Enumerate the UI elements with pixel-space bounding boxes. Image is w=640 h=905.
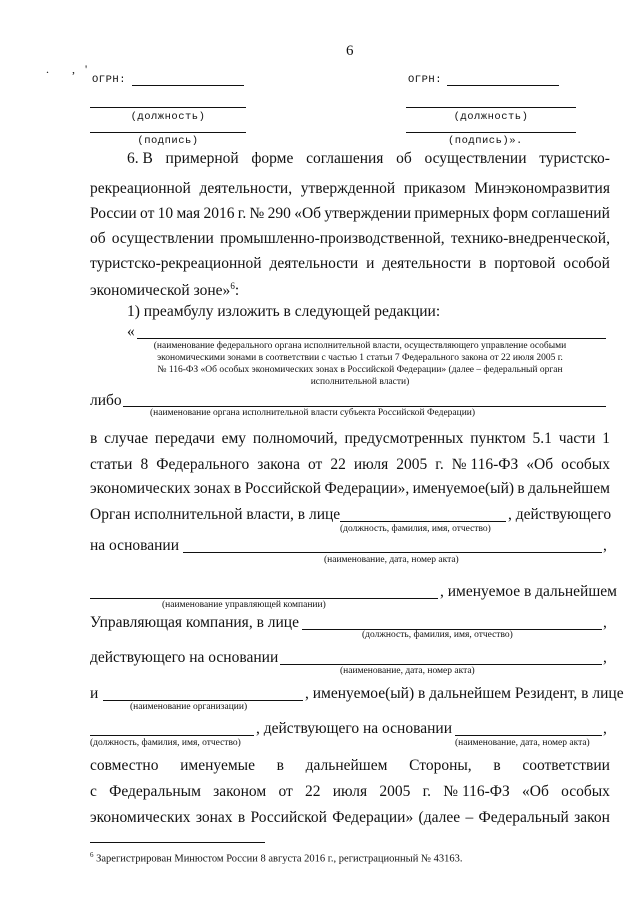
footnote-mark: 6	[90, 851, 94, 859]
footnote-text: Зарегистрирован Минюстом России 8 августа 2016 г., регистрационный № 43163.	[96, 853, 463, 865]
federal-caption-1: (наименование федерального органа исполнительной власти, осуществляющего управление особыми	[153, 341, 567, 351]
regional-organ-line	[123, 406, 606, 407]
mgmt-prefix: Управляющая компания, в лице	[90, 614, 299, 631]
libo-text: либо	[90, 392, 122, 409]
mgmt-caption: (наименование управляющей компании)	[162, 600, 326, 610]
act-caption-2: (наименование, дата, номер акта)	[340, 666, 475, 676]
body-line3: экономических зонах в Российской Федерации», именуемое(ый) в дальнейшем	[90, 480, 610, 497]
signature-left-line	[90, 132, 246, 133]
organ-prefix: Орган исполнительной власти, в лице	[90, 506, 341, 523]
position-right-caption: (должность)	[453, 111, 529, 123]
federal-caption-4: исполнительной власти)	[310, 377, 410, 387]
resident-line	[103, 700, 303, 701]
position-right-line	[406, 107, 576, 108]
basis-prefix: на основании	[90, 537, 179, 554]
para6-line1: 6. В примерной форме соглашения об осуществлении туристско-	[127, 150, 610, 167]
para6-line5: туристско-рекреационной деятельности и деятельности в портовой особой	[90, 255, 610, 272]
acting-prefix: действующего на основании	[90, 649, 279, 666]
para6-line4: об осуществлении промышленно-производственной, технико-внедренческой,	[90, 230, 610, 247]
position-left-caption: (должность)	[130, 111, 206, 123]
quote-open: «	[127, 323, 135, 340]
regional-caption: (наименование органа исполнительной власти субъекта Российской Федерации)	[150, 408, 476, 418]
resident-person-line	[90, 735, 254, 736]
ogrn-left-line	[132, 85, 244, 86]
federal-caption-2: экономическими зонами в соответствии с частью 1 статьи 7 Федерального закона от 22 июля 2005 г.	[157, 353, 563, 363]
resident-suffix: , именуемое(ый) в дальнейшем Резидент, в лице	[305, 685, 624, 702]
body-line5: с Федеральным законом от 22 июля 2005 г. № 116-ФЗ «Об особых	[90, 783, 610, 800]
signature-right-caption: (подпись)».	[448, 135, 523, 147]
item1-text: 1) преамбулу изложить в следующей редакции:	[127, 303, 441, 320]
person-caption-3: (должность, фамилия, имя, отчество)	[90, 738, 241, 748]
federal-caption-3: № 116-ФЗ «Об особых экономических зонах в Российской Федерации» (далее – федеральный орган	[157, 365, 563, 375]
org-caption: (наименование организации)	[130, 702, 248, 712]
mgmt-suffix: , именуемое в дальнейшем	[440, 583, 617, 600]
footnote	[90, 851, 462, 866]
position-left-line	[90, 107, 246, 108]
corner-marks: . ,'	[46, 62, 98, 76]
ogrn-left-label: ОГРН:	[92, 74, 127, 86]
organ-person-line	[340, 521, 506, 522]
federal-organ-line	[137, 338, 606, 339]
signature-left-caption: (подпись)	[137, 135, 199, 147]
acting2: , действующего на основании	[256, 720, 452, 737]
para6-line3: России от 10 мая 2016 г. № 290 «Об утверждении примерных форм соглашений	[90, 205, 610, 222]
mgmt-line	[90, 598, 438, 599]
resident-act-line	[455, 735, 602, 736]
act-caption: (наименование, дата, номер акта)	[324, 555, 459, 565]
signature-right-line	[406, 132, 576, 133]
body-line2: статьи 8 Федерального закона от 22 июля 2005 г. № 116-ФЗ «Об особых	[90, 456, 610, 473]
body-line6: экономических зонах в Российской Федерации» (далее – Федеральный закон	[90, 809, 610, 826]
resident-comma: ,	[603, 720, 607, 737]
act-caption-3: (наименование, дата, номер акта)	[455, 738, 590, 748]
person-caption: (должность, фамилия, имя, отчество)	[340, 524, 491, 534]
para6-line6: экономической зоне»$^6$:	[90, 281, 240, 300]
basis-line	[183, 552, 602, 553]
person-caption-2: (должность, фамилия, имя, отчество)	[362, 630, 513, 640]
organ-suffix: , действующего	[508, 506, 612, 523]
ogrn-right-label: ОГРН:	[408, 74, 443, 86]
para6-line2: рекреационной деятельности, утвержденной приказом Минэкономразвития	[90, 180, 610, 197]
mgmt-comma: ,	[603, 614, 607, 631]
basis-comma: ,	[603, 537, 607, 554]
ogrn-right-line	[447, 85, 559, 86]
page-number: 6	[346, 43, 354, 59]
footnote-separator	[90, 842, 265, 843]
acting-line	[280, 664, 602, 665]
body-line1: в случае передачи ему полномочий, предусмотренных пунктом 5.1 части 1	[90, 430, 610, 447]
body-line4: совместно именуемые в дальнейшем Стороны, в соответствии	[90, 757, 610, 774]
and-prefix: и	[90, 685, 99, 702]
acting-comma: ,	[603, 649, 607, 666]
